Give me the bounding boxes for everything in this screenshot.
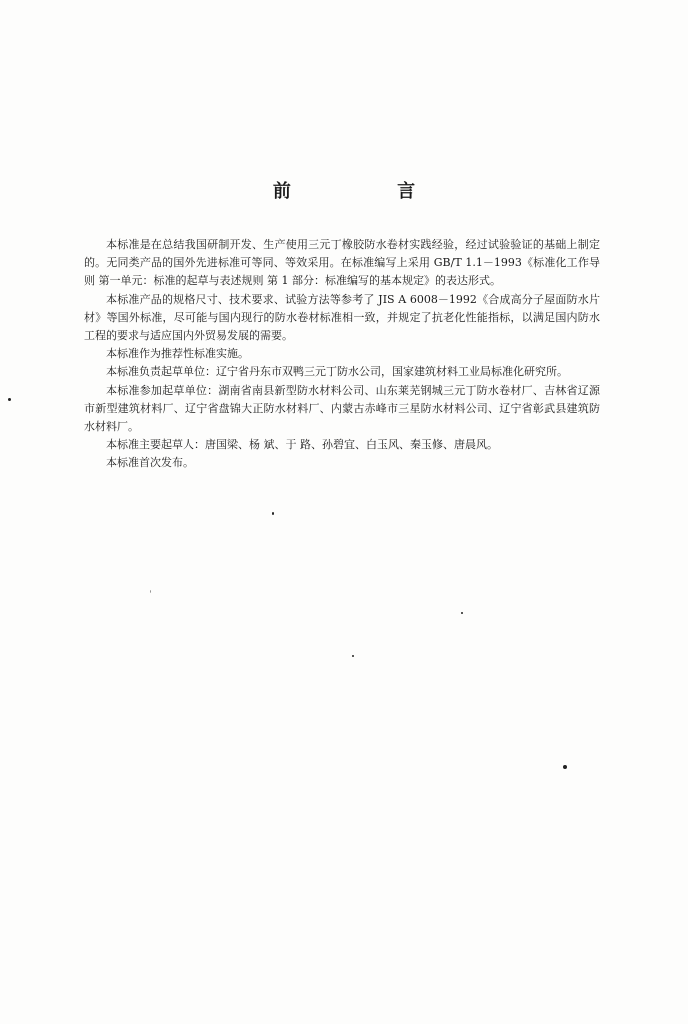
- page-title: 前 言: [272, 181, 466, 202]
- paragraph-lead-drafter: 本标准负责起草单位：辽宁省丹东市双鸭三元丁防水公司，国家建筑材料工业局标准化研究所。: [106, 365, 568, 379]
- scan-speck: [8, 398, 11, 401]
- paragraph-participating-drafters: 本标准参加起草单位：湖南省南县新型防水材料公司、山东莱芜钢城三元丁防水卷材厂、吉林省辽源市新型建筑材料厂、辽宁省盘锦大正防水材料厂、内蒙古赤峰市三星防水材料公司、辽宁省彰武县建筑防水材料厂。: [84, 383, 600, 434]
- paragraph-basis: 本标准是在总结我国研制开发、生产使用三元丁橡胶防水卷材实践经验，经过试验验证的基础上制定的。无同类产品的国外先进标准可等同、等效采用。在标准编写上采用 GB/T 1.1－1993《标准化工作导则 第一单元：标准的起草与表述规则 第 1 部分：标准编写的基本规定》的表达形式。: [84, 238, 600, 288]
- scan-speck: [352, 655, 354, 657]
- paragraph-recommended: 本标准作为推荐性标准实施。: [106, 347, 249, 361]
- scan-speck: [461, 612, 463, 614]
- paragraph-references: 本标准产品的规格尺寸、技术要求、试验方法等参考了 JIS A 6008－1992《合成高分子屋面防水片材》等国外标准，尽可能与国内现行的防水卷材标准相一致，并规定了抗老化性能指标，以满足国内防水工程的要求与适应国内外贸易发展的需要。: [84, 292, 600, 343]
- scan-speck: [272, 512, 274, 515]
- foreword-body: [84, 236, 600, 473]
- scan-speck: [150, 590, 151, 593]
- paragraph-first-release: 本标准首次发布。: [106, 456, 194, 470]
- paragraph-main-drafters: 本标准主要起草人：唐国梁、杨 斌、于 路、孙碧宜、白玉风、秦玉修、唐晨风。: [106, 438, 498, 452]
- scan-speck: [563, 765, 567, 769]
